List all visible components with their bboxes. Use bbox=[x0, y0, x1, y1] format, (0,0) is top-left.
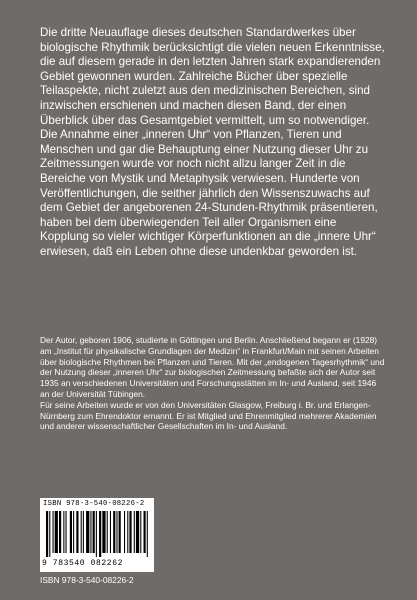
author-bio-paragraph-2: Für seine Arbeiten wurde er von den Universitäten Glasgow, Freiburg i. Br. und Erlangen-Nürnberg zum Ehrendoktor ernannt. Er ist Mitglied und Ehrenmitglied mehrerer Akademien und anderer wissenschaftlicher Gesellschaften im In- und Ausland. bbox=[40, 399, 377, 432]
barcode bbox=[40, 498, 154, 572]
author-bio-paragraph-1: Der Autor, geboren 1906, studierte in Göttingen und Berlin. Anschließend begann er (1928) am „Institut für physikalische Grundlagen der Medizin“ in Frankfurt/Main mit seinen Arbeiten über biologische Rhythmen bei Pflanzen und Tieren. Mit der „endogenen Tagesrhythmik“ und der Nutzung dieser „inneren Uhr“ zur biologischen Zeitmessung befaßte sich der Autor seit 1935 an verschiedenen Universitäten und Forschungsstätten im In- und Ausland, seit 1946 an der Universität Tübingen. bbox=[40, 335, 385, 399]
isbn-number: ISBN 978-3-540-08226-2 bbox=[40, 575, 134, 585]
barcode-digits: 9 783540 082262 bbox=[42, 559, 124, 568]
barcode-bars-icon bbox=[46, 511, 150, 557]
blurb-text: Die dritte Neuauflage dieses deutschen Standardwerkes über biologische Rhythmik berücksichtigt die vielen neuen Erkenntnisse, die auf diesem gerade in den letzten Jahren stark expandierenden Gebiet gewonnen wurden. Zahlreiche Bücher über spezielle Teilaspekte, nicht zuletzt aus den medizinischen Bereichen, sind inzwischen erschienen und machen diesen Band, der einen Überblick über das Gesamtgebiet vermittelt, um so notwendiger. Die Annahme einer „inneren Uhr“ von Pflanzen, Tieren und Menschen und gar die Behauptung einer Nutzung dieser Uhr zu Zeitmessungen wurde vor noch nicht allzu langer Zeit in die Bereiche von Mystik und Metaphysik verwiesen. Hunderte von Veröffentlichungen, die seither jährlich den Wissenszuwachs auf dem Gebiet der angeborenen 24-Stunden-Rhythmik präsentieren, haben bei dem überwiegenden Teil aller Organismen eine Kopplung so vieler wichtiger Körperfunktionen an die „innere Uhr“ erwiesen, daß ein Leben ohne diese undenkbar geworden ist. bbox=[40, 26, 385, 258]
barcode-isbn-label: ISBN 978-3-540-08226-2 bbox=[43, 500, 145, 508]
author-bio bbox=[40, 335, 385, 432]
